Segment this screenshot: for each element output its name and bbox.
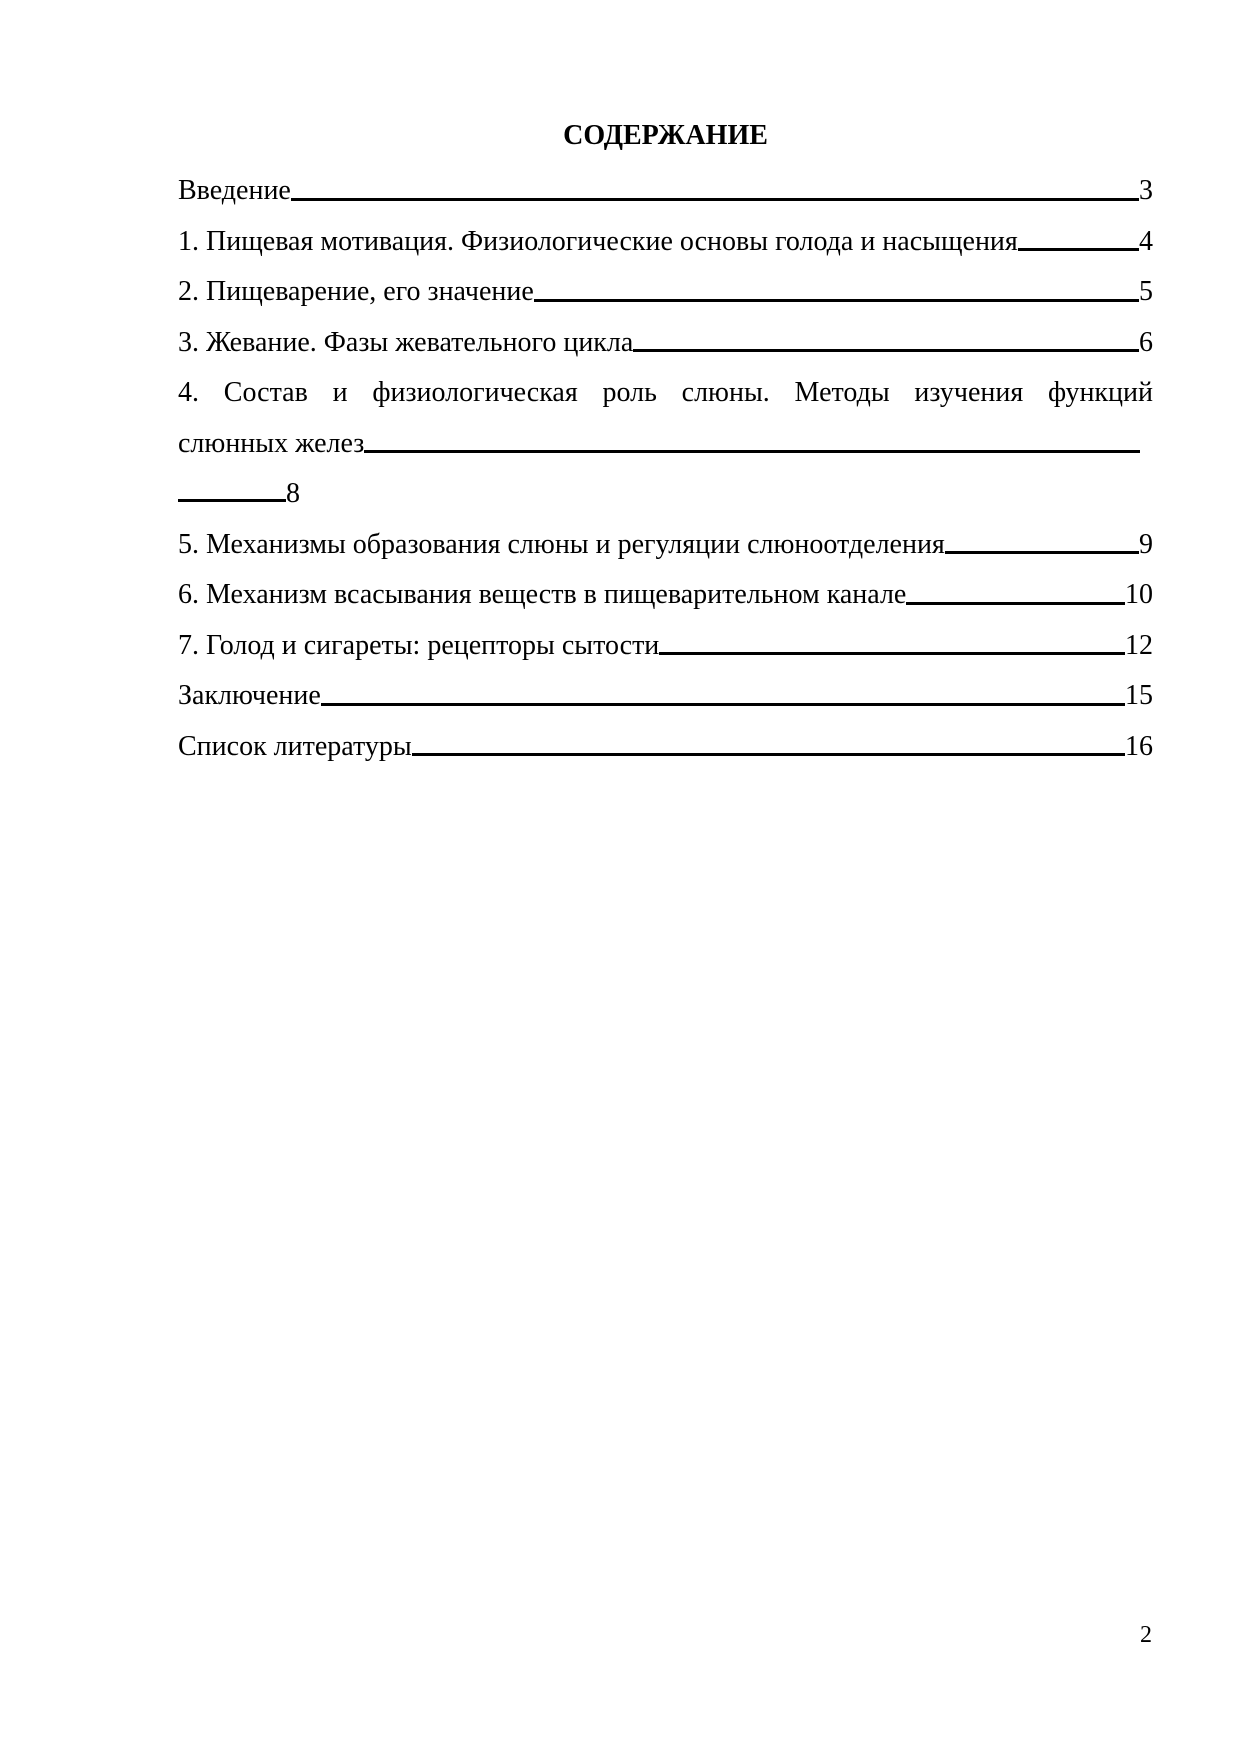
toc-entry-text: Список литературы xyxy=(178,730,412,762)
toc-entry-page: 10 xyxy=(1125,579,1153,610)
toc-entry-conclusion xyxy=(178,671,1153,722)
toc-leader-line xyxy=(945,551,1139,554)
toc-entry-page: 6 xyxy=(1139,326,1153,358)
toc-leader-line xyxy=(633,349,1139,352)
table-of-contents xyxy=(178,116,1153,772)
toc-leader-line xyxy=(364,450,1140,453)
toc-entry-text: слюнных желез xyxy=(178,427,365,459)
toc-title: СОДЕРЖАНИЕ xyxy=(563,120,768,151)
toc-entry-page: 9 xyxy=(1139,528,1153,560)
toc-entry-page: 15 xyxy=(1125,680,1153,711)
toc-leader-line xyxy=(412,753,1125,756)
toc-entry-page: 8 xyxy=(286,478,300,509)
toc-entry-text: 5. Механизмы образования слюны и регуляции слюноотделения xyxy=(178,528,945,560)
toc-entry-6 xyxy=(178,570,1153,621)
toc-entry-page: 5 xyxy=(1139,276,1153,307)
toc-entry-page: 4 xyxy=(1139,225,1153,257)
toc-entry-page: 16 xyxy=(1125,730,1153,762)
toc-entry-4-line2 xyxy=(178,419,1140,470)
toc-leader-line xyxy=(321,703,1125,706)
toc-entry-page: 12 xyxy=(1125,629,1153,661)
page-number: 2 xyxy=(1140,1622,1152,1648)
toc-leader-line xyxy=(659,652,1125,655)
toc-entry-2 xyxy=(178,267,1153,318)
toc-leader-line xyxy=(534,299,1139,302)
toc-entry-page: 3 xyxy=(1139,175,1153,206)
toc-entry-text: 3. Жевание. Фазы жевательного цикла xyxy=(178,326,634,358)
toc-entry-references xyxy=(178,722,1153,773)
toc-entry-introduction xyxy=(178,166,1153,217)
toc-entry-text: 7. Голод и сигареты: рецепторы сытости xyxy=(178,629,660,661)
toc-entry-4-line3 xyxy=(178,469,1153,520)
toc-entry-text: Заключение xyxy=(178,680,321,711)
toc-entry-text: 2. Пищеварение, его значение xyxy=(178,276,534,307)
toc-entry-text: Введение xyxy=(178,175,291,206)
toc-entry-5 xyxy=(178,520,1153,571)
toc-entry-text: 1. Пищевая мотивация. Физиологические основы голода и насыщения xyxy=(178,225,1018,257)
toc-entry-1 xyxy=(178,217,1153,268)
toc-leader-line xyxy=(1018,248,1139,251)
toc-entry-3 xyxy=(178,318,1153,369)
toc-entry-7 xyxy=(178,621,1153,672)
toc-entry-4-line1: 4. Состав и физиологическая роль слюны. Методы изучения функций xyxy=(178,377,1153,408)
toc-leader-line xyxy=(906,602,1125,605)
toc-leader-line xyxy=(291,198,1139,201)
toc-entry-text: 6. Механизм всасывания веществ в пищеварительном канале xyxy=(178,579,907,610)
toc-leader-line xyxy=(178,499,286,502)
